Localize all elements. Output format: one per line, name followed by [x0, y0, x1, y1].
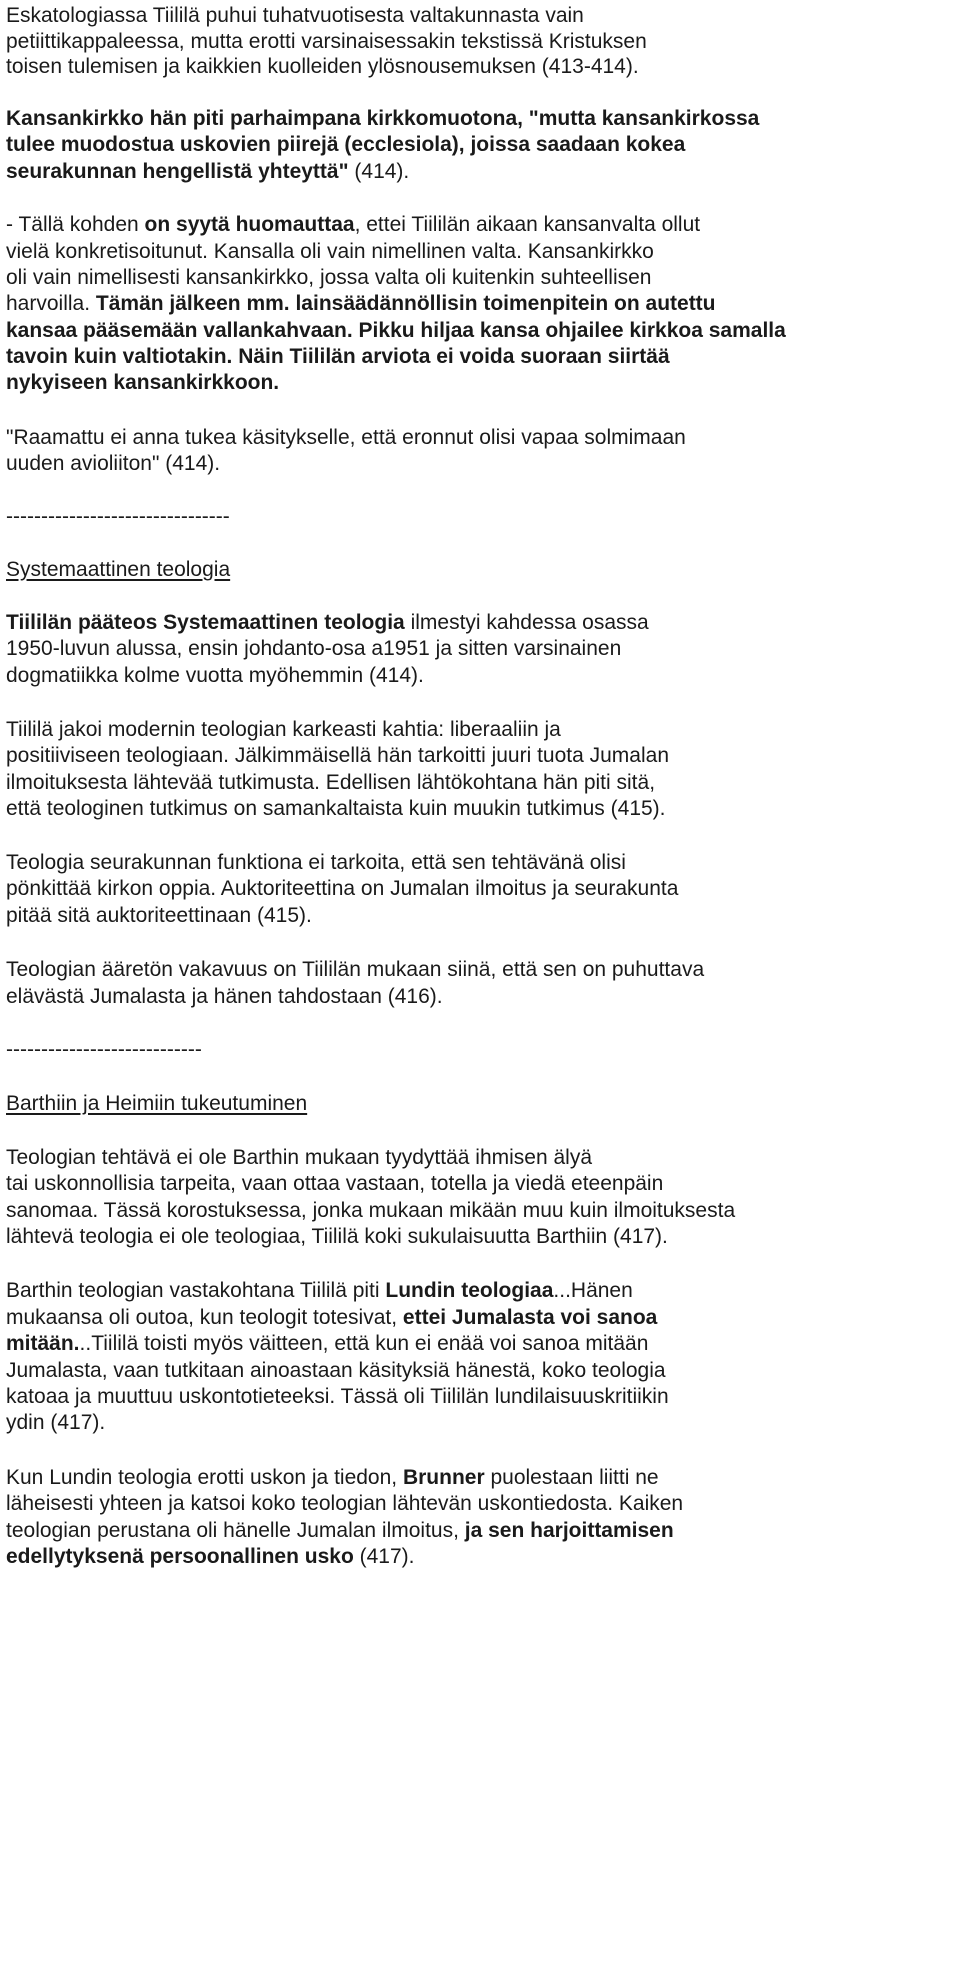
text-line — [6, 1519, 674, 1545]
text-line — [6, 958, 704, 984]
section-heading: Barthiin ja Heimiin tukeutuminen — [6, 1092, 308, 1115]
bold-text-run: tavoin kuin valtiotakin. Näin Tiililän arviota ei voida suoraan siirtää — [6, 345, 670, 368]
text-line — [6, 1545, 415, 1571]
text-run: vielä konkretisoitunut. Kansalla oli vain nimellinen valta. Kansankirkko — [6, 240, 654, 263]
bold-text-run: nykyiseen kansankirkkoon. — [6, 371, 280, 394]
text-line — [6, 1332, 648, 1358]
text-line — [6, 1466, 659, 1492]
text-run: ..Tiililä toisti myös väitteen, että kun ei enää voi sanoa mitään — [79, 1332, 649, 1355]
text-line — [6, 1172, 663, 1198]
text-line — [6, 1199, 735, 1225]
text-run: että teologinen tutkimus on samankaltaista kuin muukin tutkimus (415). — [6, 797, 666, 820]
text-run: (414). — [348, 160, 410, 183]
text-line — [6, 452, 220, 478]
text-line — [6, 637, 621, 663]
text-line — [6, 1225, 668, 1251]
bold-text-run: Kansankirkko hän piti parhaimpana kirkkomuotona, "mutta kansankirkossa — [6, 107, 760, 130]
text-run: puolestaan liitti ne — [484, 1466, 659, 1489]
bold-text-run: ja sen harjoittamisen — [464, 1519, 674, 1542]
text-line — [6, 292, 716, 318]
text-line — [6, 266, 651, 292]
text-line — [6, 877, 678, 903]
bold-text-run: edellytyksenä persoonallinen usko — [6, 1545, 354, 1568]
text-line — [6, 426, 686, 452]
text-run: 1950-luvun alussa, ensin johdanto-osa a1951 ja sitten varsinainen — [6, 637, 622, 660]
section-heading: Systemaattinen teologia — [6, 558, 231, 581]
text-run: Eskatologiassa Tiililä puhui tuhatvuotisesta valtakunnasta vain — [6, 4, 584, 27]
text-run: oli vain nimellisesti kansankirkko, jossa valta oli kuitenkin suhteellisen — [6, 266, 652, 289]
text-run: ilmestyi kahdessa osassa — [404, 611, 649, 634]
text-run: Tiililä jakoi modernin teologian karkeasti kahtia: liberaaliin ja — [6, 718, 561, 741]
text-run: lähtevä teologia ei ole teologiaa, Tiililä koki sukulaisuutta Barthiin (417). — [6, 1225, 668, 1248]
text-run: Teologian ääretön vakavuus on Tiililän mukaan siinä, että sen on puhuttava — [6, 958, 705, 981]
text-run: ...Hänen — [553, 1279, 633, 1302]
text-line — [6, 611, 649, 637]
text-line — [6, 240, 654, 266]
text-run: sanomaa. Tässä korostuksessa, jonka mukaan mikään muu kuin ilmoituksesta — [6, 1199, 736, 1222]
bold-text-run: Lundin teologiaa — [385, 1279, 554, 1302]
text-run: uuden avioliiton" (414). — [6, 452, 221, 475]
text-run: (417). — [353, 1545, 415, 1568]
text-line — [6, 4, 584, 30]
bold-text-run: on syytä huomauttaa — [144, 213, 355, 236]
text-run: petiittikappaleessa, mutta erotti varsinaisessakin tekstissä Kristuksen — [6, 30, 647, 53]
text-run: toisen tulemisen ja kaikkien kuolleiden ylösnousemuksen (413-414). — [6, 55, 639, 78]
text-line — [6, 55, 639, 81]
text-line — [6, 1385, 669, 1411]
text-run: pönkittää kirkon oppia. Auktoriteettina on Jumalan ilmoitus ja seurakunta — [6, 877, 679, 900]
bold-text-run: ettei Jumalasta voi sanoa — [402, 1306, 658, 1329]
text-line — [6, 319, 786, 345]
bold-text-run: Tiililän pääteos Systemaattinen teologia — [6, 611, 405, 634]
text-run: elävästä Jumalasta ja hänen tahdostaan (416). — [6, 985, 443, 1008]
text-line — [6, 1359, 666, 1385]
text-run: "Raamattu ei anna tukea käsitykselle, että eronnut olisi vapaa solmimaan — [6, 426, 686, 449]
text-line — [6, 744, 669, 770]
text-run: Teologia seurakunnan funktiona ei tarkoita, että sen tehtävänä olisi — [6, 851, 626, 874]
text-line — [6, 904, 312, 930]
text-line — [6, 985, 443, 1011]
text-run: katoaa ja muuttuu uskontotieteeksi. Tässä oli Tiililän lundilaisuuskritiikin — [6, 1385, 669, 1408]
text-run: läheisesti yhteen ja katsoi koko teologian lähtevän uskontiedosta. Kaiken — [6, 1492, 684, 1515]
text-run: Jumalasta, vaan tutkitaan ainoastaan käsityksiä hänestä, koko teologia — [6, 1359, 666, 1382]
text-line — [6, 1279, 633, 1305]
text-run: positiiviseen teologiaan. Jälkimmäisellä hän tarkoitti juuri tuota Jumalan — [6, 744, 670, 767]
text-run: Teologian tehtävä ei ole Barthin mukaan tyydyttää ihmisen älyä — [6, 1146, 593, 1169]
text-line — [6, 1306, 657, 1332]
bold-text-run: kansaa pääsemään vallankahvaan. Pikku hiljaa kansa ohjailee kirkkoa samalla — [6, 319, 786, 342]
text-line — [6, 771, 655, 797]
text-run: -------------------------------- — [6, 505, 230, 528]
text-run: teologian perustana oli hänelle Jumalan ilmoitus, — [6, 1519, 465, 1542]
text-line — [6, 851, 626, 877]
text-line — [6, 160, 409, 186]
bold-text-run: Tämän jälkeen mm. lainsäädännöllisin toimenpitein on autettu — [95, 292, 716, 315]
text-run: ---------------------------- — [6, 1038, 202, 1061]
text-run: , ettei Tiililän aikaan kansanvalta ollut — [354, 213, 701, 236]
text-run: harvoilla. — [6, 292, 96, 315]
text-line — [6, 345, 670, 371]
text-line — [6, 718, 561, 744]
text-line — [6, 1146, 592, 1172]
text-run: ilmoituksesta lähtevää tutkimusta. Edellisen lähtökohtana hän piti sitä, — [6, 771, 656, 794]
bold-text-run: tulee muodostua uskovien piirejä (ecclesiola), joissa saadaan kokea — [6, 133, 686, 156]
text-line — [6, 1038, 202, 1064]
text-run: mukaansa oli outoa, kun teologit totesivat, — [6, 1306, 403, 1329]
text-line — [6, 107, 759, 133]
text-line — [6, 797, 666, 823]
bold-text-run: mitään. — [6, 1332, 80, 1355]
text-run: pitää sitä auktoriteettinaan (415). — [6, 904, 312, 927]
text-run: dogmatiikka kolme vuotta myöhemmin (414). — [6, 664, 424, 687]
text-run: Kun Lundin teologia erotti uskon ja tiedon, — [6, 1466, 403, 1489]
text-line — [6, 133, 685, 159]
text-line — [6, 1492, 683, 1518]
bold-text-run: seurakunnan hengellistä yhteyttä" — [6, 160, 349, 183]
text-run: tai uskonnollisia tarpeita, vaan ottaa vastaan, totella ja viedä eteenpäin — [6, 1172, 664, 1195]
text-line — [6, 1092, 307, 1118]
text-line — [6, 505, 230, 531]
text-line — [6, 213, 700, 239]
text-run: Barthin teologian vastakohtana Tiililä piti — [6, 1279, 386, 1302]
text-line — [6, 30, 647, 56]
bold-text-run: Brunner — [402, 1466, 485, 1489]
text-line — [6, 1411, 105, 1437]
text-line — [6, 664, 424, 690]
text-line — [6, 371, 279, 397]
text-run: ydin (417). — [6, 1411, 106, 1434]
text-run: - Tällä kohden — [6, 213, 145, 236]
text-line — [6, 558, 230, 584]
